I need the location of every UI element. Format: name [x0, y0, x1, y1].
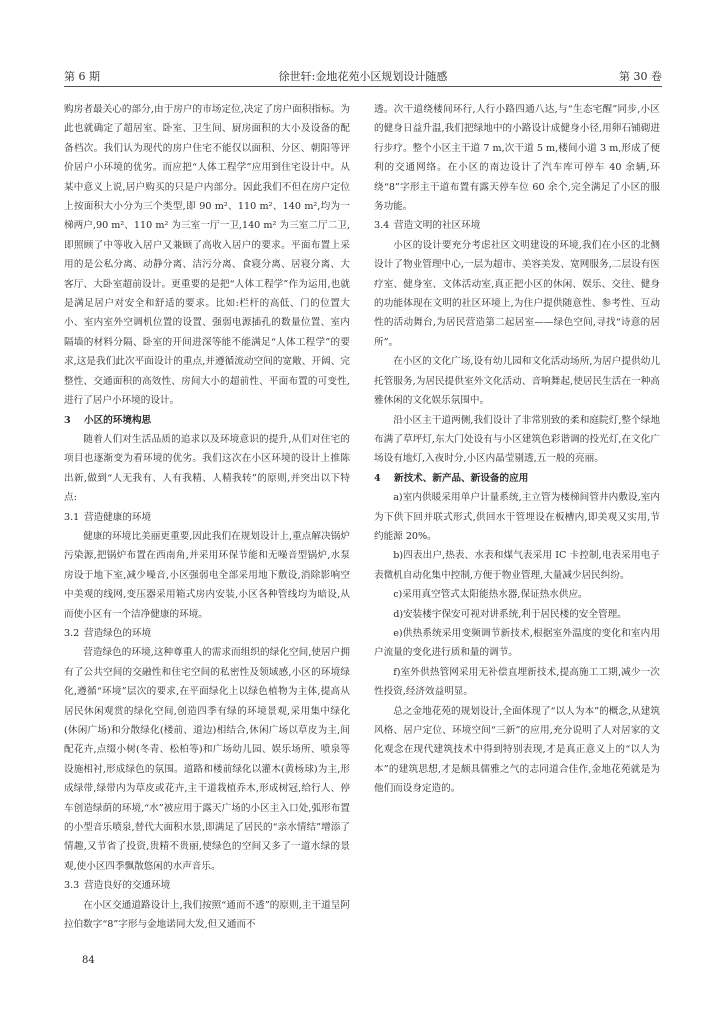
section-3-4-paragraph-3: 沿小区主干道两侧,我们设计了非常别致的柔和庭院灯,整个绿地布满了草坪灯,东大门处设有与小区建筑色彩谐调的投光灯,在文化广场设有地灯,入夜时分,小区内晶莹剔透,五一般的亮丽。 [374, 414, 660, 465]
section-3-3-paragraph: 在小区交通道路设计上,我们按照“通而不透”的原则,主干道呈阿拉伯数字“8”字形与金地诺同大发,但又通而不 [64, 899, 350, 931]
item-c: c)采用真空管式太阳能热水器,保证热水供应。 [393, 589, 588, 601]
running-header [64, 68, 662, 87]
section-title: 营造健康的环境 [84, 511, 152, 523]
section-3-2-paragraph: 营造绿色的环境,这种尊重人的需求而组织的绿化空间,使居户拥有了公共空间的交融性和住宅空间的私密性及领域感,小区的环境绿化,遵循“环境”层次的要求,在平面绿化上以绿色植物为主体,提高从居民休闲观赏的绿化空间,创造四季有绿的环境景观,采用集中绿化(休闲广场)和分散绿化(楼前、道边)相结合,休闲广场以草皮为主,间配花卉,点缀小树(冬青、松柏等)和广场幼儿园、娱乐场所、喷泉等设施相衬,形成绿色的氛围。道路和楼前绿化以灌木(黄杨球)为主,形成绿带,绿带内为草皮或花卉,主干道栽植乔木,形成树冠,给行人、停车创造绿荫的环境,“水”被应用于露天广场的小区主入口处,弧形布置的小型音乐喷泉,替代大面积水景,即满足了居民的“亲水情结”增添了情趣,又节省了投资,贵精不贵丽,使绿色的空间又多了一道水绿的景观,使小区四季飘散悠闲的水声音乐。 [64, 647, 350, 872]
section-title: 新技术、新产品、新设备的应用 [394, 472, 529, 484]
section-title: 营造绿色的环境 [84, 627, 152, 639]
section-3-1-heading [64, 508, 350, 527]
issue-number: 第 6 期 [64, 70, 100, 83]
left-column [64, 100, 350, 934]
continued-paragraph: 透。次干道绕楼间环行,人行小路四通八达,与“生态宅醒”同步,小区的健身日益升温,我们把绿地中的小路设计成健身小径,用卵石铺砌进行步疗。整个小区主干道 7 m,次干道 5 m,楼间小道 3 m,形成了便利的交通网络。在小区的南边设计了汽车库可停车 40 余辆,环绕“8”字形主干道布置有露天停车位 60 余个,完全满足了小区的服务功能。 [374, 104, 660, 213]
right-column [374, 100, 660, 799]
section-number: 3.2 [64, 627, 80, 639]
page-number: 84 [82, 955, 95, 966]
section-4-heading [374, 469, 660, 488]
section-number: 3.3 [64, 880, 80, 892]
section-3-paragraph: 随着人们对生活品质的追求以及环境意识的提升,从们对住宅的项目也逐渐变为看环境的优劣。我们这次在小区环境的设计上推陈出新,做到“人无我有、人有我精、人精我转”的原则,并突出以下特点: [64, 433, 350, 504]
section-3-1-paragraph: 健康的环境比美丽更重要,因此我们在规划设计上,重点解决锅炉污染源,把锅炉布置在西南角,并采用环保节能和无噪音型锅炉,水泵房设于地下室,减少噪音,小区强弱电全部采用地下敷设,消除影响空中美观的线网,变压器采用箱式房内安装,小区各种管线均为暗设,从而使小区有一个洁净健康的环境。 [64, 530, 350, 620]
item-b: b)四表出户,热表、水表和煤气表采用 IC 卡控制,电表采用电子表微机自动化集中控制,方便于物业管理,大量减少居民纠纷。 [374, 550, 660, 581]
section-3-4-paragraph-1: 小区的设计要充分考虑社区文明建设的环境,我们在小区的北侧设计了物业管理中心,一层为超市、美容美发、宽网服务,二层设有医疗室、健身室、文体活动室,真正把小区的休闲、娱乐、交往、健身的功能体现在文明的社区环境上,为住户提供随意性、参考性、互动性的活动舞台,为居民营造第二起居室——绿色空间,寻找“诗意的居所”。 [374, 239, 660, 348]
conclusion-paragraph: 总之金地花苑的规划设计,全面体现了“以人为本”的概念,从建筑风格、居户定位、环境空间“三新”的应用,充分说明了人对居家的文化观念在现代建筑技术中得到特别表现,才是真正意义上的“以人为本”的建筑思想,才是颇具儒雅之气的志同道合佳作,金地花苑就是为他们而设身定造的。 [374, 705, 660, 795]
section-title: 小区的环境构思 [84, 414, 152, 426]
section-3-4-paragraph-2: 在小区的文化广场,设有幼儿园和文化活动场所,为居户提供幼儿托管服务,为居民提供室外文化活动、音响舞起,使居民生活在一种高雅休闲的文化娱乐氛围中。 [374, 356, 660, 407]
section-number: 3.4 [374, 220, 390, 232]
item-f: f)室外供热管网采用无补偿直埋新技术,提高施工工期,减少一次性投资,经济效益明显。 [374, 666, 660, 698]
intro-paragraph: 购房者最关心的部分,由于房户的市场定位,决定了房户面积指标。为此也就确定了超居室、卧室、卫生间、厨房面积的大小及设备的配备档次。我们认为现代的房户住宅不能仅以面积、分区、朝阳等评价居户小环境的优劣。而应把“人体工程学”应用到住宅设计中。从某中意义上说,居户购买的只是户内部分。因此我们不但在房户定位上按面积大小分为三个类型,即 90 m²、110 m²、140 m²,均为一梯两户,90 m²、110 m² 为三室一厅一卫,140 m² 为三室二厅二卫,即照顾了中等收入居户又兼顾了高收入居户的要求。平面布置上采用的是公私分离、动静分离、洁污分离、食寝分离、居寝分离、大客厅、大卧室超前设计。更重要的是把“人体工程学”作为运用,也就是满足居户对安全和舒适的要求。比如:栏杆的高低、门的位置大小、室内室外空调机位置的设置、强弱电源插孔的数量位置、室内隔墙的材料分隔、卧室的开间进深等能不能满足“人体工程学”的要求,这是我们此次平面设计的重点,并遵循流动空间的宽敞、开阔、完整性、交通面积的高效性、房间大小的超前性、平面布置的可变性,进行了居户小环境的设计。 [64, 104, 350, 407]
section-number: 3.1 [64, 511, 80, 523]
section-title: 营造良好的交通环境 [84, 880, 171, 892]
running-title: 徐世轩:金地花苑小区规划设计随感 [278, 70, 448, 83]
section-number: 4 [374, 472, 381, 484]
volume-number: 第 30 卷 [619, 70, 662, 83]
item-a: a)室内供暖采用单户计量系统,主立管为楼梯间管井内敷设,室内为下供下回并联式形式,供回水干管埋设在板槽内,即美观又实用,节约能源 20%。 [374, 492, 660, 542]
section-3-heading [64, 411, 350, 430]
section-number: 3 [64, 414, 71, 426]
section-3-3-heading [64, 876, 350, 895]
section-3-2-heading [64, 624, 350, 643]
item-e: e)供热系统采用变频调节新技术,根据室外温度的变化和室内用户流量的变化进行质和量的调节。 [374, 627, 660, 659]
section-title: 营造文明的社区环境 [394, 220, 481, 232]
item-d: d)安装楼宇保安可视对讲系统,利于居民楼的安全管理。 [393, 608, 627, 620]
section-3-4-heading [374, 216, 660, 235]
